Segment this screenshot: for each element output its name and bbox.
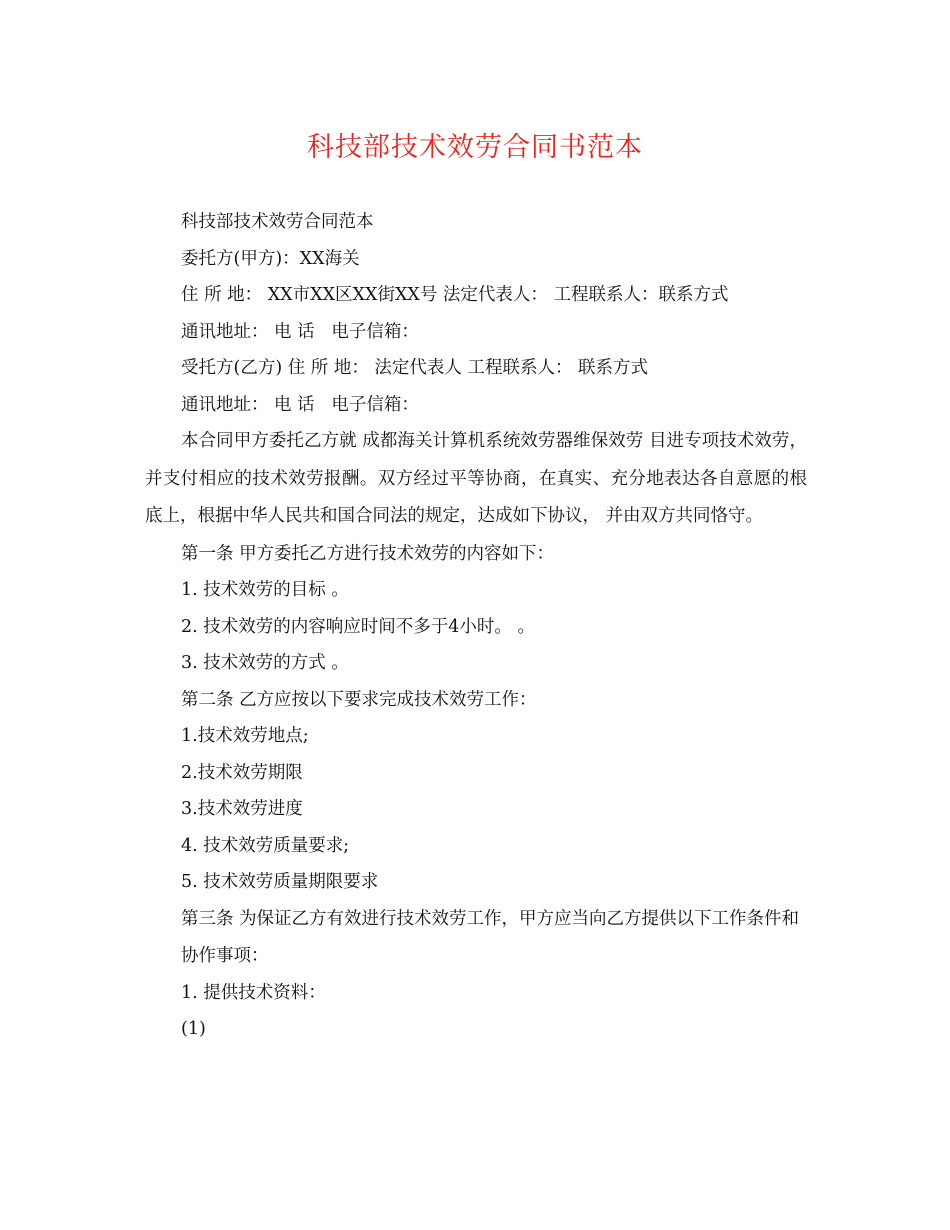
paragraph-article-3: 第三条 为保证乙方有效进行技术效劳工作，甲方应当向乙方提供以下工作条件和	[181, 908, 800, 929]
paragraph-client-address: 住 所 地： XX市XX区XX街XX号 法定代表人： 工程联系人：联系方式	[181, 285, 729, 305]
paragraph-contractor-contact: 通讯地址： 电 话 电子信箱：	[181, 394, 419, 415]
list-item: 1.技术效劳地点;	[181, 726, 309, 746]
paragraph-client-contact: 通讯地址： 电 话 电子信箱：	[181, 321, 419, 342]
paragraph-article-1: 第一条 甲方委托乙方进行技术效劳的内容如下：	[181, 543, 555, 564]
list-item: 3.技术效劳进度	[181, 799, 303, 819]
list-item: 2.技术效劳期限	[181, 762, 303, 783]
paragraph-contractor: 受托方(乙方) 住 所 地： 法定代表人 工程联系人： 联系方式	[181, 358, 649, 378]
list-item: (1)	[181, 1019, 206, 1039]
list-item: 4. 技术效劳质量要求;	[181, 835, 350, 856]
list-item: 1. 技术效劳的目标 。	[181, 580, 349, 600]
document-title: 科技部技术效劳合同书范本	[307, 132, 643, 163]
list-item: 3. 技术效劳的方式 。	[181, 653, 349, 673]
list-item: 5. 技术效劳质量期限要求	[181, 872, 379, 892]
paragraph-client: 委托方(甲方)：XX海关	[181, 248, 360, 269]
list-item: 2. 技术效劳的内容响应时间不多于4小时。 。	[181, 616, 535, 637]
paragraph-preamble: 本合同甲方委托乙方就 成都海关计算机系统效劳器维保效劳 目进专项技术效劳，并支付相应的技术效劳报酬。双方经过平等协商，在真实、充分地表达各自意愿的根底上，根据中华人民共和国合同法的规定，达成如下协议， 并由双方共同恪守。	[145, 431, 807, 526]
document-body	[145, 204, 807, 1048]
paragraph-article-2: 第二条 乙方应按以下要求完成技术效劳工作：	[181, 689, 537, 710]
paragraph-contract-name: 科技部技术效劳合同范本	[181, 212, 374, 232]
paragraph-cooperation: 协作事项：	[181, 946, 269, 966]
list-item: 1. 提供技术资料：	[181, 982, 326, 1003]
